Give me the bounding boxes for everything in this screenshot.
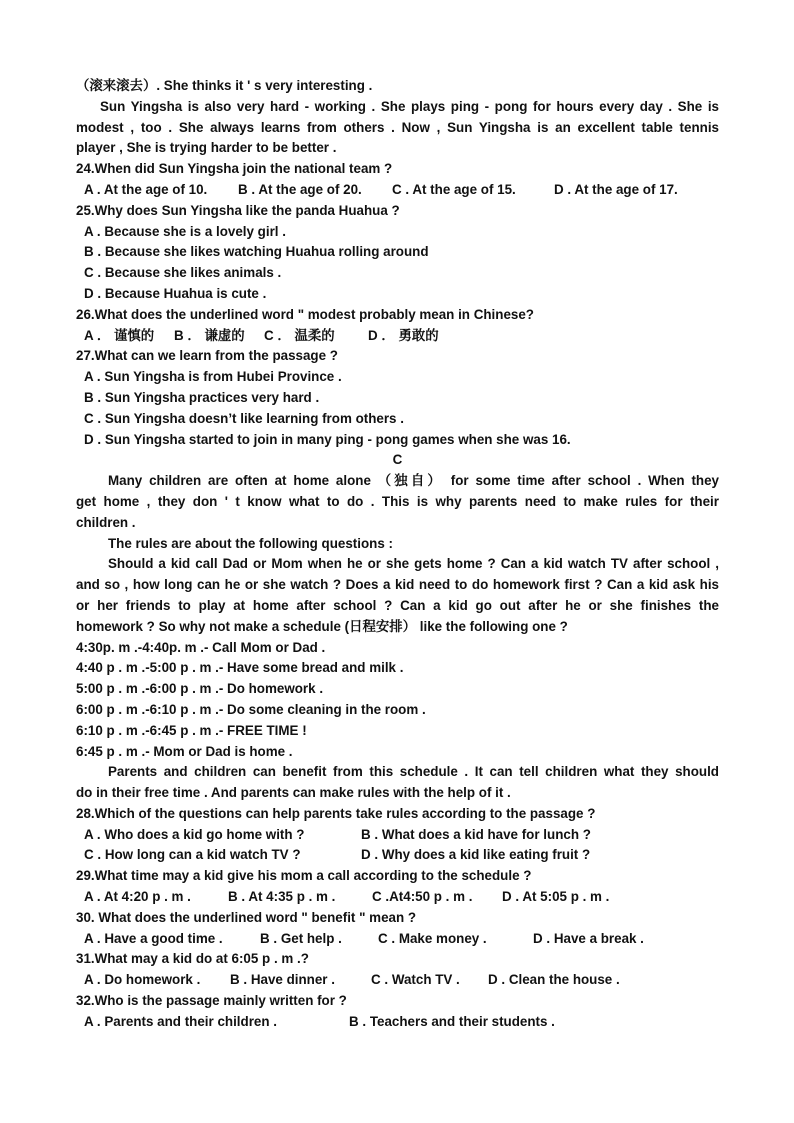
- passage-line: （滚来滚去）. She thinks it ' s very interesting .: [76, 78, 373, 93]
- schedule-item: 6:45 p . m .- Mom or Dad is home .: [76, 743, 293, 759]
- passage-line: and so , how long can he or she watch ? Does a kid need to do homework first ? Can a kid ask his: [76, 577, 719, 593]
- section-heading: C: [392, 452, 403, 468]
- option: D . At 5:05 p . m .: [502, 889, 610, 905]
- passage-line: Parents and children can benefit from this schedule . It can tell children what they should: [108, 764, 719, 780]
- schedule-item: 6:00 p . m .-6:10 p . m .- Do some cleaning in the room .: [76, 701, 426, 717]
- passage-line: The rules are about the following questions :: [108, 535, 393, 551]
- options-row: [76, 326, 719, 347]
- option: C .At4:50 p . m .: [372, 889, 473, 905]
- passage-line: get home , they don ' t know what to do . This is why parents need to make rules for their: [76, 493, 719, 509]
- option: B . Because she likes watching Huahua rolling around: [84, 244, 429, 260]
- schedule-item: 5:00 p . m .-6:00 p . m .- Do homework .: [76, 681, 324, 697]
- schedule-item: 4:30p. m .-4:40p. m .- Call Mom or Dad .: [76, 639, 326, 655]
- option: B . Get help .: [260, 930, 342, 946]
- option: A . Sun Yingsha is from Hubei Province .: [84, 369, 342, 385]
- option: B . What does a kid have for lunch ?: [361, 826, 591, 842]
- passage-line: Should a kid call Dad or Mom when he or she gets home ? Can a kid watch TV after school ,: [108, 556, 719, 572]
- option: A ． 谨慎的: [84, 327, 155, 343]
- passage-line: homework ? So why not make a schedule (日程安排） like the following one ?: [76, 618, 568, 634]
- question-stem: 27.What can we learn from the passage ?: [76, 348, 338, 364]
- question-stem: 29.What time may a kid give his mom a call according to the schedule ?: [76, 868, 532, 884]
- exam-page: [76, 76, 719, 1033]
- option: D . Have a break .: [533, 930, 644, 946]
- option: C . Sun Yingsha doesn’t like learning from others .: [84, 410, 404, 426]
- question-stem: 25.Why does Sun Yingsha like the panda Huahua ?: [76, 202, 400, 218]
- option: A . Parents and their children .: [84, 1013, 277, 1029]
- question-stem: 26.What does the underlined word " modest probably mean in Chinese?: [76, 306, 534, 322]
- option: C . Make money .: [378, 930, 487, 946]
- option: B . Sun Yingsha practices very hard .: [84, 389, 320, 405]
- option: D . At the age of 17.: [554, 181, 678, 197]
- option: A . At the age of 10.: [84, 181, 208, 197]
- option: C . Because she likes animals .: [84, 265, 282, 281]
- option: A . Because she is a lovely girl .: [84, 223, 286, 239]
- option: D ． 勇敢的: [368, 327, 439, 343]
- option: C . How long can a kid watch TV ?: [84, 847, 301, 863]
- passage-line: Many children are often at home alone （独自） for some time after school . When they: [108, 473, 719, 489]
- question-stem: 24.When did Sun Yingsha join the national team ?: [76, 161, 393, 177]
- option: D . Why does a kid like eating fruit ?: [361, 847, 591, 863]
- option: A . Who does a kid go home with ?: [84, 826, 305, 842]
- passage-line: children .: [76, 514, 136, 530]
- option: A . Do homework .: [84, 972, 201, 988]
- option: C ． 温柔的: [264, 327, 335, 343]
- question-stem: 28.Which of the questions can help parents take rules according to the passage ?: [76, 805, 596, 821]
- option: B . At 4:35 p . m .: [228, 889, 336, 905]
- schedule-item: 6:10 p . m .-6:45 p . m .- FREE TIME !: [76, 722, 307, 738]
- question-stem: 31.What may a kid do at 6:05 p . m .?: [76, 951, 309, 967]
- option: D . Because Huahua is cute .: [84, 285, 267, 301]
- option: C . Watch TV .: [371, 972, 460, 988]
- passage-line: player , She is trying harder to be better .: [76, 140, 337, 156]
- option: D . Sun Yingsha started to join in many ping - pong games when she was 16.: [84, 431, 571, 447]
- option: B . At the age of 20.: [238, 181, 362, 197]
- passage-line: modest , too . She always learns from others . Now , Sun Yingsha is an excellent table tennis: [76, 119, 719, 135]
- option: A . At 4:20 p . m .: [84, 889, 191, 905]
- options-row: [76, 825, 719, 846]
- option: D . Clean the house .: [488, 972, 620, 988]
- options-row: [76, 180, 719, 201]
- question-stem: 30. What does the underlined word " benefit " mean ?: [76, 909, 417, 925]
- options-row: [76, 970, 719, 991]
- passage-line: do in their free time . And parents can make rules with the help of it .: [76, 785, 511, 801]
- options-row: [76, 887, 719, 908]
- schedule-item: 4:40 p . m .-5:00 p . m .- Have some bread and milk .: [76, 660, 404, 676]
- options-row: [76, 1012, 719, 1033]
- option: B . Teachers and their students .: [349, 1013, 555, 1029]
- question-stem: 32.Who is the passage mainly written for ?: [76, 993, 347, 1009]
- option: B ． 谦虚的: [174, 327, 245, 343]
- option: B . Have dinner .: [230, 972, 335, 988]
- options-row: [76, 845, 719, 866]
- options-row: [76, 929, 719, 950]
- passage-line: or her friends to play at home after school ? Can a kid go out after he or she finishes the: [76, 597, 719, 613]
- option: C . At the age of 15.: [392, 181, 516, 197]
- passage-line: Sun Yingsha is also very hard - working . She plays ping - pong for hours every day . She is: [100, 98, 719, 114]
- option: A . Have a good time .: [84, 930, 223, 946]
